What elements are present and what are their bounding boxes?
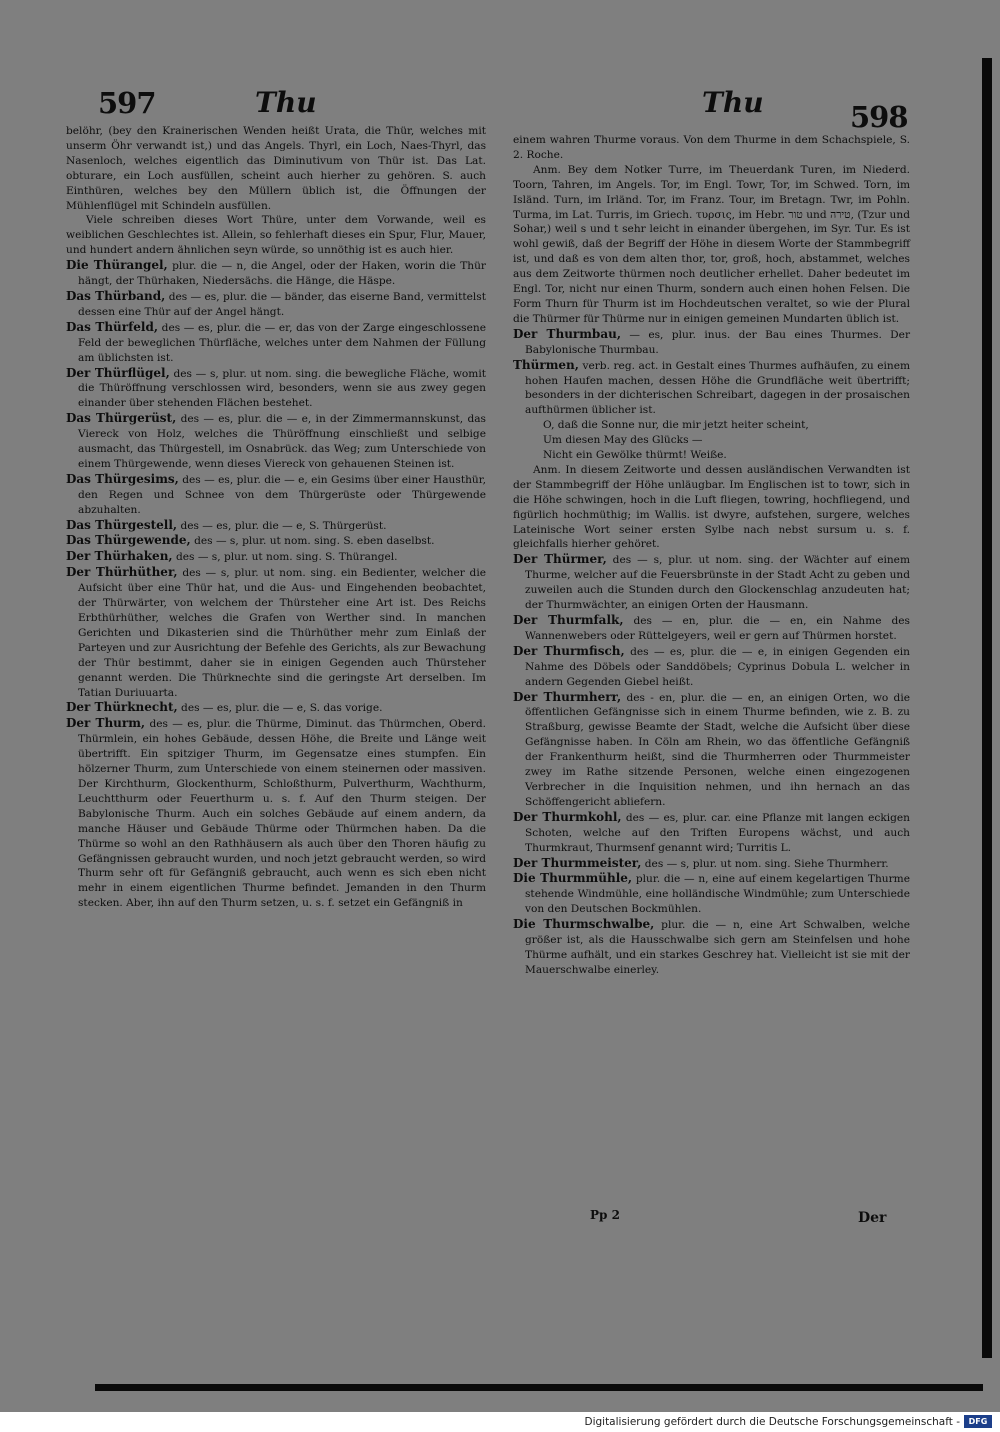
entry-headword: Das Thürgewende, <box>66 533 191 548</box>
page-bottom-edge <box>95 1384 983 1391</box>
dictionary-entry <box>66 716 486 911</box>
dictionary-entry <box>66 700 486 716</box>
entry-text: des — s, plur. ut nom. sing. ein Bedienter, welcher die Aufsicht über eine Thür hat, und die Aus- und Eingehenden beobachtet, der Thürwärter, von welchem der Thürsteher eine Art ist. Des Reichs Erbthürhüther, welches die Grafen von Werther sind. In manchen Gerichten und Dikasterien sind die Thürhüther mehr zum Einlaß der Parteyen und zur Ausrichtung der Befehle des Gerichts, als zur Bewachung der Thür bestimmt, daher sie in einigen Gegenden auch Thürsteher genannt werden. Die Thürknechte sind die geringste Art derselben. Im Tatian Duriuuarta. <box>78 567 486 699</box>
left-running-head: Thu <box>255 86 317 119</box>
dictionary-entry <box>513 917 910 978</box>
entry-text: des — es, plur. die — e, in einigen Gegenden ein Nahme des Döbels oder Sanddöbels; Cyprinus Dobula L. welcher in andern Gegenden Giebel heißt. <box>525 645 910 688</box>
entry-headword: Der Thurmbau, <box>513 326 622 341</box>
note-paragraph: Anm. Bey dem Notker Turre, im Theuerdank Turen, im Niederd. Toorn, Tahren, im Angels. Tor, im Engl. Towr, Tor, im Schwed. Torn, im Isländ. Turn, im Irländ. Tor, im Franz. Tour, im Bretagn. Twr, im Pohln. Turma, im Lat. Turris, im Griech. τυρσις, im Hebr. טור und טירה, (Tzur und Sohar,) weil s und t sehr leicht in einander übergehen, im Syr. Tur. Es ist wohl gewiß, daß der Begriff der Höhe in diesem Worte der Stammbegriff ist, und daß es von dem alten thor, tor, groß, hoch, abstammet, welches aus dem Zeitworte thürmen noch deutlicher erhellet. Daher bedeutet im Engl. Tor, nicht nur einen Thurm, sondern auch einen hohen Felsen. Die Form Thurn für Thurm ist im Hochdeutschen veraltet, so wie der Plural die Thürmer für Thürme nur in einigen gemeinen Mundarten üblich ist. <box>513 163 910 325</box>
entry-headword: Die Thürangel, <box>66 258 168 273</box>
entry-headword: Thürmen, <box>513 357 579 372</box>
entry-text: verb. reg. act. in Gestalt eines Thurmes aufhäufen, zu einem hohen Haufen machen, dessen Höhe die Grundfläche weit übertrifft; besonders in der dichterischen Schreibart, dagegen in der prosaischen aufthürmen üblicher ist. <box>525 359 911 417</box>
entry-headword: Der Thürhaken, <box>66 549 173 564</box>
dictionary-entry <box>66 565 486 700</box>
entry-text: des — es, plur. die — er, das von der Zarge eingeschlossene Feld der beweglichen Thürfläche, welches unter dem Nahmen der Füllung am üblichsten ist. <box>78 321 486 364</box>
entry-text: des — s, plur. ut nom. sing. Siehe Thurmherr. <box>644 857 889 870</box>
dictionary-entry <box>513 810 910 856</box>
dictionary-entry <box>513 856 910 872</box>
entry-text: des — es, plur. car. eine Pflanze mit langen eckigen Schoten, welche auf den Triften Europens wächst, und auch Thurmkraut, Thurmsenf genannt wird; Turritis L. <box>525 811 910 854</box>
dictionary-entry <box>513 552 910 613</box>
left-column <box>66 124 486 911</box>
entry-text: des — es, plur. die Thürme, Diminut. das Thürmchen, Oberd. Thürmlein, ein hohes Gebäude, dessen Höhe, die Breite und Länge weit übertrifft. Ein spitziger Thurm, im Gegensatze eines stumpfen. Ein hölzerner Thurm, zum Unterschiede von einem steinernen oder massiven. Der Kirchthurm, Glockenthurm, Schloßthurm, Pulverthurm, Wachthurm, Leuchtthurm oder Feuerthurm u. s. f. Auf den Thurm steigen. Der Babylonische Thurm. Auch ein solches Gebäude auf einem andern, da manche Häuser und Gebäude Thürme oder Thürmchen haben. Da die Thürme so wohl an den Rathhäusern als auch über den Thoren häufig zu Gefängnissen gebraucht wurden, und noch jetzt gebraucht werden, so wird Thurm sehr oft für Gefängniß gebraucht, auch wenn es sich eben nicht mehr in einem eigentlichen Thurme befindet. Jemanden in den Thurm stecken. Aber, ihn auf den Thurm setzen, u. s. f. setzet ein Gefängniß in <box>78 718 486 910</box>
entry-headword: Der Thurm, <box>66 716 146 731</box>
left-page-number: 597 <box>98 86 156 120</box>
entry-text: plur. die — n, die Angel, oder der Haken, worin die Thür hängt, der Thürhaken, Niedersächs. die Hänge, die Häspe. <box>78 260 486 288</box>
verse-line: Um diesen May des Glücks — <box>543 434 703 447</box>
note-paragraph: Viele schreiben dieses Wort Thüre, unter dem Vorwande, weil es weiblichen Geschlechtes ist. Allein, so fehlerhaft dieses ein Spur, Flur, Mauer, und hundert andern ähnlichen seyn würde, so unnöthig ist es auch hier. <box>66 214 486 257</box>
dictionary-entry <box>66 472 486 518</box>
dictionary-entry <box>66 533 486 549</box>
continuation-paragraph: belöhr, (bey den Krainerischen Wenden heißt Urata, die Thür, welches mit unserm Öhr verwandt ist,) und das Angels. Thyrl, ein Loch, Naes-Thyrl, das Nasenloch, welches eigentlich das Diminutivum von Thür ist. Das Lat. obturare, ein Loch ausfüllen, scheint auch hierher zu gehören. S. auch Einthüren, welches bey den Müllern üblich ist, die Öffnungen der Mühlenflügel mit Schindeln ausfüllen. <box>66 125 486 212</box>
entry-text: des — es, plur. die — e, in der Zimmermannskunst, das Viereck von Holz, welches die Thüröffnung einschließt und selbige ausmacht, das Thürgestell, im Osnabrück. das Weg; zum Unterschiede von einem Thürgewende, wenn dieses Viereck von gehauenen Steinen ist. <box>78 413 486 470</box>
entry-headword: Der Thürflügel, <box>66 365 170 380</box>
entry-text: des — es, plur. die — bänder, das eiserne Band, vermittelst dessen eine Thür auf der Angel hängt. <box>78 290 486 318</box>
right-page-number: 598 <box>850 100 908 134</box>
dictionary-entry <box>66 518 486 534</box>
entry-headword: Der Thurmfisch, <box>513 643 625 658</box>
entry-text: — es, plur. inus. der Bau eines Thurmes. Der Babylonische Thurmbau. <box>525 328 911 356</box>
dictionary-entry <box>66 411 486 472</box>
entry-text: des — es, plur. die — e, ein Gesims über einer Hausthür, den Regen und Schnee von dem Thürgerüste oder Thürgewende abzuhalten. <box>78 473 486 516</box>
dictionary-entry <box>66 320 486 366</box>
dfg-logo[interactable]: DFG <box>964 1415 992 1428</box>
entry-headword: Das Thürgerüst, <box>66 411 177 426</box>
entry-headword: Der Thurmmeister, <box>513 855 642 870</box>
entry-text: plur. die — n, eine auf einem kegelartigen Thurme stehende Windmühle, eine holländische Windmühle; zum Unterschiede von den Deutschen Bockmühlen. <box>525 873 910 916</box>
entry-text: des — s, plur. ut nom. sing. S. Thürangel. <box>175 551 398 564</box>
verse-line: Nicht ein Gewölke thürmt! Weiße. <box>543 449 727 462</box>
entry-headword: Der Thurmkohl, <box>513 809 622 824</box>
note-paragraph: Anm. In diesem Zeitworte und dessen ausländischen Verwandten ist der Stammbegriff der Höhe unläugbar. Im Englischen ist to towr, sich in die Höhe schwingen, hoch in die Luft fliegen, towring, hochfliegend, und figürlich hochmüthig; im Wallis. ist dwyre, aufstehen, surgere, welches Lateinische Wort seiner ersten Sylbe nach nebst sursum u. s. f. gleichfalls hierher gehöret. <box>513 463 910 551</box>
entry-headword: Das Thürgestell, <box>66 517 178 532</box>
entry-headword: Das Thürgesims, <box>66 471 179 486</box>
dictionary-entry <box>66 549 486 565</box>
entry-text: des — s, plur. ut nom. sing. die bewegliche Fläche, womit die Thüröffnung verschlossen wird, besonders, wenn sie aus zwey gegen einander über stehenden Flächen bestehet. <box>78 367 487 410</box>
entry-headword: Der Thurmfalk, <box>513 613 624 627</box>
entry-headword: Die Thurmschwalbe, <box>513 917 655 932</box>
entry-headword: Der Thürknecht, <box>66 700 178 715</box>
entry-text: des - en, plur. die — en, an einigen Orten, wo die öffentlichen Gefängnisse sich in einem Thurme befinden, wie z. B. zu Straßburg, gewisse Beamte der Stadt, welche die Aufsicht über diese Gefängnisse haben. In Cöln am Rhein, wo das öffentliche Gefängniß der Frankenthurm heißt, sind die Thurmherren oder Thurmmeister zwey im Rathe sitzende Personen, welche einen eingezogenen Verbrecher in die Inquisition nehmen, und ihn hernach an das Schöffengericht abliefern. <box>525 691 910 808</box>
dictionary-entry <box>66 289 486 320</box>
dictionary-entry <box>513 613 910 644</box>
dictionary-entry <box>66 366 486 412</box>
entry-headword: Das Thürfeld, <box>66 319 159 334</box>
dictionary-entry <box>513 690 910 810</box>
right-column <box>513 133 910 978</box>
catchword: Der <box>858 1210 887 1226</box>
dictionary-entry <box>513 644 910 690</box>
entry-text: des — s, plur. ut nom. sing. der Wächter auf einem Thurme, welcher auf die Feuersbrünste in der Stadt Acht zu geben und zuweilen auch die Stunden durch den Glockenschlag anzudeuten hat; der Thurmwächter, an einigen Orten der Hausmann. <box>525 554 910 612</box>
entry-headword: Der Thürmer, <box>513 552 607 567</box>
entry-headword: Das Thürband, <box>66 288 166 303</box>
footer-credit: Digitalisierung gefördert durch die Deutsche Forschungsgemeinschaft - <box>584 1416 960 1428</box>
page-edge-shadow <box>982 58 992 1358</box>
dictionary-entry <box>513 871 910 917</box>
entry-headword: Die Thurmmühle, <box>513 871 633 886</box>
entry-headword: Der Thurmherr, <box>513 689 622 704</box>
right-running-head: Thu <box>702 86 764 119</box>
verse-line: O, daß die Sonne nur, die mir jetzt heiter scheint, <box>543 419 809 432</box>
entry-text: des — es, plur. die — e, S. das vorige. <box>181 702 383 715</box>
entry-headword: Der Thürhüther, <box>66 565 178 580</box>
signature-mark: Pp 2 <box>590 1208 620 1222</box>
entry-text: des — es, plur. die — e, S. Thürgerüst. <box>180 519 387 532</box>
entry-text: des — en, plur. die — en, ein Nahme des Wannenwebers oder Rüttelgeyers, weil er gern auf Thürmen horstet. <box>525 615 910 642</box>
dictionary-entry <box>513 327 910 358</box>
entry-text: plur. die — n, eine Art Schwalben, welche größer ist, als die Hausschwalbe sich gern am Steinfelsen und hohe Thürme aufhält, und ein starkes Geschrey hat. Vielleicht ist sie mit der Mauerschwalbe einerley. <box>525 919 910 976</box>
entry-text: des — s, plur. ut nom. sing. S. eben daselbst. <box>194 535 435 548</box>
footer-bar <box>0 1412 1000 1432</box>
dictionary-entry <box>513 358 910 419</box>
continuation-paragraph: einem wahren Thurme voraus. Von dem Thurme in dem Schachspiele, S. 2. Roche. <box>513 134 910 161</box>
dictionary-entry <box>66 258 486 289</box>
